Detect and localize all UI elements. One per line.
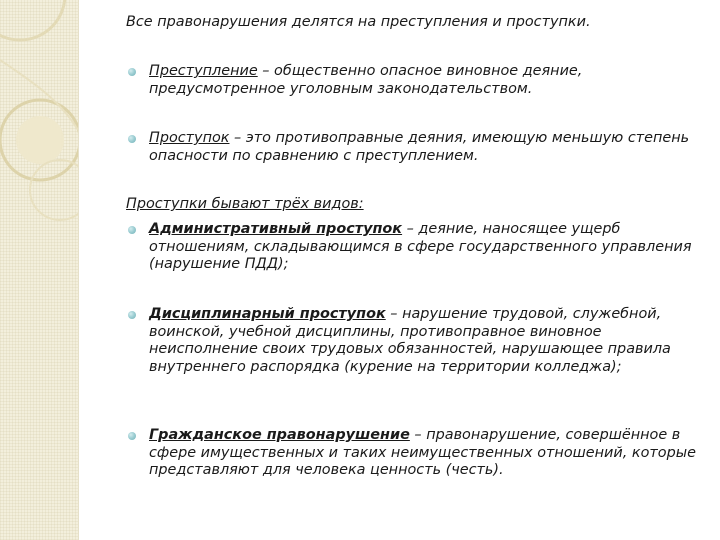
kind-term: Дисциплинарный проступок	[149, 306, 386, 322]
band-divider	[78, 0, 79, 540]
kind-item-civil	[126, 427, 701, 480]
kinds-heading: Проступки бывают трёх видов:	[126, 196, 364, 212]
bullet-icon	[128, 68, 136, 76]
bullet-icon	[128, 432, 136, 440]
definition-text: – общественно опасное виновное деяние, предусмотренное уголовным законодательством.	[149, 63, 583, 97]
kind-term: Гражданское правонарушение	[149, 427, 410, 443]
bullet-icon	[128, 311, 136, 319]
kind-item-disciplinary	[126, 306, 701, 376]
bullet-icon	[128, 135, 136, 143]
kind-term: Административный проступок	[149, 221, 403, 237]
kind-text: – деяние, наносящее ущерб отношениям, складывающимся в сфере государственного управления (нарушение ПДД);	[149, 221, 692, 272]
definition-item-offense	[126, 130, 701, 165]
decorative-side-band	[0, 0, 78, 540]
kind-text: – правонарушение, совершённое в сфере имущественных и таких неимущественных отношений, которые представляют для человека ценность (честь).	[149, 427, 696, 478]
kind-text: – нарушение трудовой, служебной, воинской, учебной дисциплины, противоправное виновное неисполнение своих трудовых обязанностей, нарушающее правила внутреннего распорядка (курение на территории колледжа);	[149, 306, 671, 375]
kind-item-administrative	[126, 221, 701, 274]
bullet-icon	[128, 226, 136, 234]
definition-item-crime	[126, 63, 701, 98]
intro-text: Все правонарушения делятся на преступления и проступки.	[126, 14, 591, 30]
definition-text: – это противоправные деяния, имеющую меньшую степень опасности по сравнению с преступлением.	[149, 130, 690, 164]
decorative-circles	[0, 0, 78, 540]
definition-term: Преступление	[149, 63, 258, 79]
definition-term: Проступок	[149, 130, 230, 146]
